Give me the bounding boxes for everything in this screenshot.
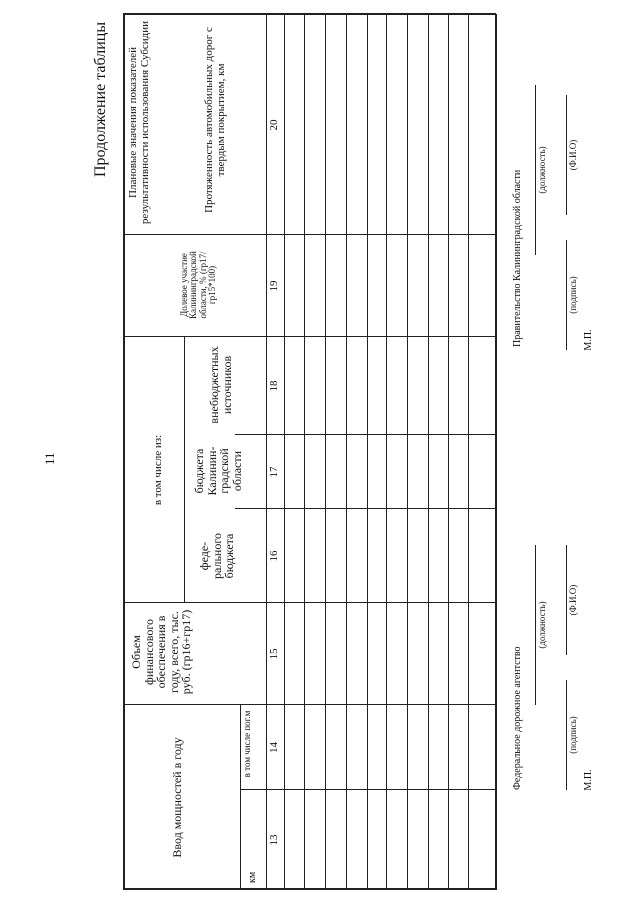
signature-right-position-label: (должность) — [537, 146, 547, 194]
header-share: Долевое участие Калининградской области, % (гр17/гр15*100) — [179, 251, 218, 319]
header-financing: Объем финансового обеспечения в году, всего, тыс. руб. (гр16+гр17) — [129, 609, 194, 695]
signature-right-stamp: М.П. — [583, 329, 594, 351]
signature-right-sign-line — [566, 240, 567, 350]
col-number-15: 15 — [268, 648, 280, 660]
signature-right-name-line — [566, 95, 567, 215]
header-regional: бюджета Калинин-градской области — [192, 446, 244, 496]
signature-right-position-line — [535, 85, 536, 255]
col-number-14: 14 — [268, 742, 280, 753]
col-number-17: 17 — [268, 466, 280, 478]
col-number-16: 16 — [268, 550, 280, 562]
header-km: км — [247, 871, 258, 883]
col-number-20: 20 — [268, 119, 280, 131]
header-planned: Плановые значения показателей результативности использования Субсидии — [127, 20, 151, 225]
col-number-13: 13 — [268, 834, 280, 846]
signature-left-name-label: (Ф.И.О) — [568, 584, 578, 616]
signature-left-sign-line — [566, 680, 567, 790]
header-extra: внебюджетных источников — [207, 346, 234, 424]
signature-left-sign-label: (подпись) — [568, 716, 578, 754]
header-road-length: Протяженность автомобильных дорог с твердым покрытием, км — [203, 27, 227, 213]
col-number-18: 18 — [268, 380, 280, 392]
header-federal: феде-рального бюджета — [197, 533, 237, 579]
signature-left-position-label: (должность) — [537, 601, 547, 649]
continuation-title: Продолжение таблицы — [92, 21, 109, 177]
signature-right-org: Правительство Калининградской области — [512, 169, 523, 347]
header-incl: в том числе из: — [152, 434, 164, 506]
signature-left-org: Федеральное дорожное агентство — [512, 646, 523, 790]
signature-left-name-line — [566, 545, 567, 655]
col-number-19: 19 — [268, 280, 280, 292]
header-input-power: Ввод мощностей в году — [170, 737, 184, 858]
signature-left-stamp: М.П. — [583, 769, 594, 791]
header-incl-pog-m: в том числе пог.м — [242, 710, 252, 778]
signature-left-position-line — [535, 545, 536, 705]
signature-right-name-label: (Ф.И.О) — [568, 139, 578, 171]
signature-right-sign-label: (подпись) — [568, 276, 578, 314]
page-number: 11 — [42, 452, 57, 465]
